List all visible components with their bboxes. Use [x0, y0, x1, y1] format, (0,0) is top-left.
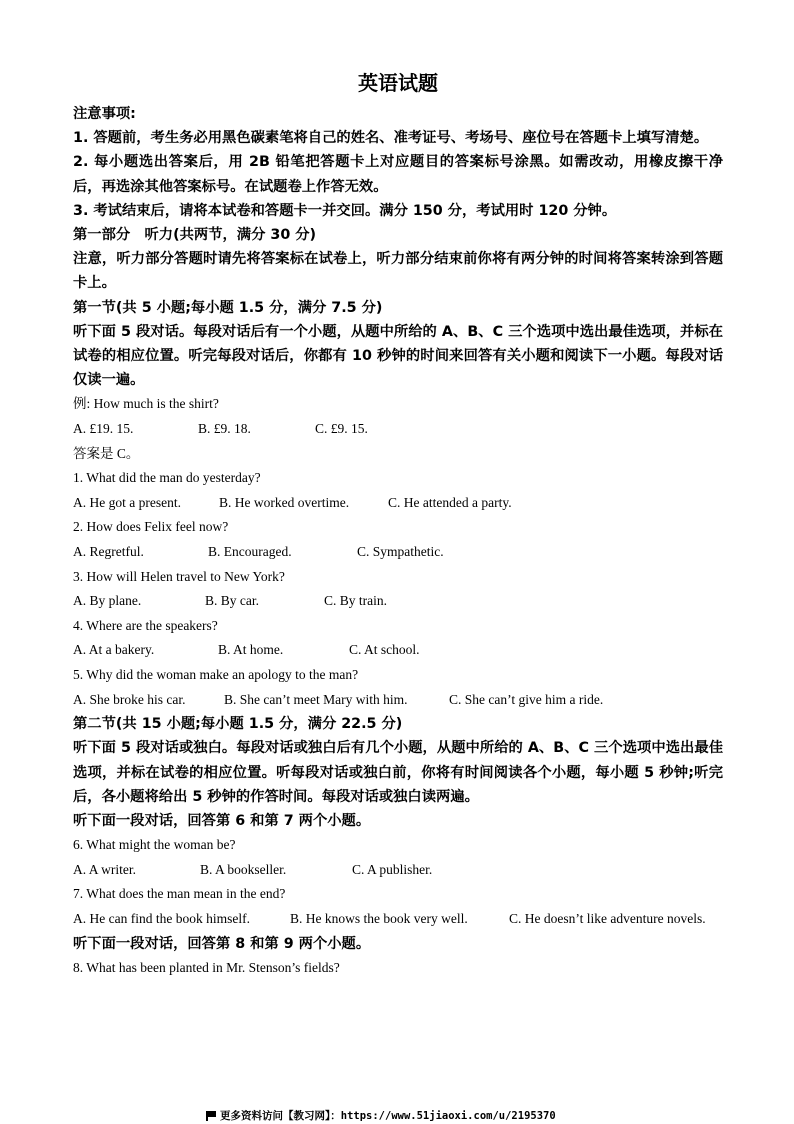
option-b: B. A bookseller.	[200, 861, 287, 877]
option-b: B. Encouraged.	[208, 544, 292, 559]
option-a: A. Regretful.	[73, 544, 144, 559]
dialogue-group-1: 听下面一段对话，回答第 6 和第 7 两个小题。	[73, 812, 371, 829]
example-question: 例: How much is the shirt?	[73, 396, 219, 412]
option-a: A. He can find the book himself.	[73, 910, 250, 926]
option-a: A. £19. 15.	[73, 421, 134, 437]
option-c: C. £9. 15.	[315, 421, 368, 437]
part1-heading: 第一部分 听力(共两节，满分 30 分)	[73, 227, 317, 244]
question-8: 8. What has been planted in Mr. Stenson’s fields?	[73, 959, 340, 975]
question-4: 4. Where are the speakers?	[73, 617, 218, 633]
option-a: A. He got a present.	[73, 494, 181, 510]
section2-heading: 第二节(共 15 小题;每小题 1.5 分，满分 22.5 分)	[73, 716, 403, 733]
option-a: A. A writer.	[73, 861, 136, 877]
question-7-options	[73, 907, 723, 932]
dialogue-group-2: 听下面一段对话，回答第 8 和第 9 两个小题。	[73, 935, 371, 952]
option-b: B. He knows the book very well.	[290, 910, 468, 926]
option-c: C. A publisher.	[352, 861, 433, 877]
section1-instruction: 听下面 5 段对话。每段对话后有一个小题，从题中所给的 A、B、C 三个选项中选出最佳选项，并标在试卷的相应位置。听完每段对话后，你都有 10 秒钟的时间来回答有关小题和阅读下一小题。每段对话仅读一遍。	[73, 323, 723, 389]
option-b: B. She can’t meet Mary with him.	[224, 691, 408, 707]
exam-page	[73, 70, 723, 980]
option-a: A. She broke his car.	[73, 691, 186, 707]
option-c: C. By train.	[324, 593, 387, 609]
section2-instruction: 听下面 5 段对话或独白。每段对话或独白后有几个小题，从题中所给的 A、B、C 三个选项中选出最佳选项，并标在试卷的相应位置。听每段对话或独白前，你将有时间阅读各个小题，每小题 5 秒钟;听完后，各小题将给出 5 秒钟的作答时间。每段对话或独白读两遍。	[73, 740, 723, 805]
notice-item-1: 1. 答题前，考生务必用黑色碳素笔将自己的姓名、准考证号、考场号、座位号在答题卡上填写清楚。	[73, 130, 709, 147]
question-1: 1. What did the man do yesterday?	[73, 470, 261, 486]
question-6-options	[73, 858, 723, 883]
option-c: C. He attended a party.	[388, 494, 512, 510]
option-b: B. By car.	[205, 593, 259, 609]
question-5: 5. Why did the woman make an apology to the man?	[73, 666, 359, 682]
part1-note: 注意，听力部分答题时请先将答案标在试卷上，听力部分结束前你将有两分钟的时间将答案转涂到答题卡上。	[73, 251, 723, 292]
notice-item-2: 2. 每小题选出答案后，用 2B 铅笔把答题卡上对应题目的答案标号涂黑。如需改动，用橡皮擦干净后，再选涂其他答案标号。在试题卷上作答无效。	[73, 154, 723, 195]
question-4-options	[73, 638, 723, 663]
question-5-options	[73, 688, 723, 713]
option-a: A. By plane.	[73, 593, 142, 609]
question-7: 7. What does the man mean in the end?	[73, 886, 286, 902]
footer-link[interactable]	[206, 1108, 556, 1123]
question-2: 2. How does Felix feel now?	[73, 519, 229, 535]
option-c: C. At school.	[349, 642, 420, 658]
option-a: A. At a bakery.	[73, 642, 155, 658]
notice-item-3: 3. 考试结束后，请将本试卷和答题卡一并交回。满分 150 分，考试用时 120 分钟。	[73, 202, 617, 219]
question-3-options	[73, 589, 723, 614]
question-3: 3. How will Helen travel to New York?	[73, 568, 285, 584]
option-b: B. At home.	[218, 642, 284, 658]
question-2-options	[73, 540, 723, 565]
option-b: B. £9. 18.	[198, 421, 251, 437]
option-b: B. He worked overtime.	[219, 494, 350, 510]
question-1-options	[73, 491, 723, 516]
option-c: C. She can’t give him a ride.	[449, 691, 604, 707]
page-title: 英语试题	[358, 71, 438, 95]
footer-text: 更多资料访问【教习网】：https://www.51jiaoxi.com/u/2195370	[220, 1110, 556, 1122]
section1-heading: 第一节(共 5 小题;每小题 1.5 分，满分 7.5 分)	[73, 299, 383, 316]
example-answer: 答案是 C。	[73, 445, 140, 461]
option-c: C. Sympathetic.	[357, 544, 444, 559]
notice-heading: 注意事项:	[73, 106, 136, 122]
option-c: C. He doesn’t like adventure novels.	[509, 910, 706, 926]
example-options	[73, 417, 723, 442]
flag-icon	[206, 1111, 216, 1120]
question-6: 6. What might the woman be?	[73, 837, 236, 853]
